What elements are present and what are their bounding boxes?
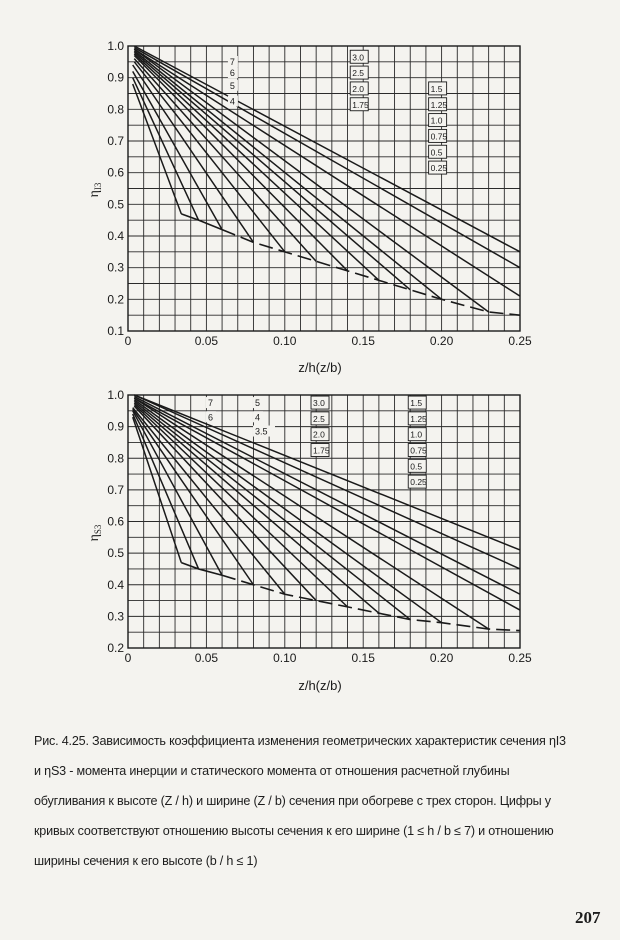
x-tick-label: 0.05 [194,334,219,348]
x-tick-label: 0.10 [273,651,297,665]
curve-label: 1.75 [352,99,369,110]
y-tick-label: 0.4 [107,229,124,243]
series-line-5 [133,71,222,229]
curve-label: 4 [229,96,235,107]
figure-caption [34,726,590,876]
caption-line-2: и ηS3 - момента инерции и статического момента от отношения расчетной глубины [34,764,510,778]
curve-label: 1.0 [410,429,423,440]
y-axis-label [87,524,103,541]
y-axis-label-subscript: S3 [93,524,103,535]
x-tick-label: 0.25 [508,334,532,348]
y-tick-label: 0.9 [107,419,124,434]
curve-label: 0.5 [410,461,423,472]
caption-line-4: кривых соответствуют отношению высоты сечения к его ширине (1 ≤ h / b ≤ 7) и отношению [34,824,554,838]
series-line-1.25 [134,51,441,300]
series-line-4 [133,65,254,242]
curve-label: 3.0 [313,398,325,409]
page-number: 207 [575,908,601,927]
curve-label: 1.25 [430,99,448,110]
y-tick-label: 0.3 [107,609,124,624]
curve-label: 6 [229,68,235,79]
curve-label: 0.75 [430,131,448,142]
y-axis-label-symbol: η [87,534,102,542]
curve-label: 3.5 [255,426,268,437]
y-tick-label: 1.0 [107,39,124,53]
curve-label: 1.25 [410,413,427,424]
series-line-0.25 [134,46,520,252]
x-tick-label: 0 [124,334,132,348]
y-axis-label-symbol: η [87,190,102,198]
y-tick-label: 0.4 [107,577,124,592]
caption-line-5: ширины сечения к его высоте (b / h ≤ 1) [34,854,258,868]
y-tick-label: 0.8 [107,451,124,466]
curve-label: 0.25 [410,477,427,488]
y-tick-label: 0.5 [107,546,124,561]
chart-eta-i3 [0,0,620,380]
y-tick-label: 0.6 [107,514,124,529]
y-tick-label: 1.0 [107,388,124,402]
y-tick-label: 0.6 [107,165,124,180]
curve-label: 6 [207,412,213,423]
x-axis-label: z/h(z/b) [298,360,342,375]
caption-line-3: обугливания к высоте (Z / h) и ширине (Z / b) сечения при обогреве с трех сторон. Цифры у [34,794,551,808]
curve-label: 2.5 [352,68,365,79]
curve-label: 1.75 [313,445,330,456]
y-tick-label: 0.7 [107,482,124,497]
x-tick-label: 0.20 [429,651,454,665]
curve-label: 0.5 [430,147,443,158]
series-line-1.75 [134,54,379,280]
envelope-solid [181,214,222,230]
y-tick-label: 0.2 [107,641,124,655]
envelope-dashed [222,575,520,630]
y-tick-label: 0.5 [107,197,124,212]
y-tick-label: 0.7 [107,134,124,148]
x-axis-label: z/h(z/b) [298,678,342,693]
x-tick-label: 0.10 [273,334,297,348]
curve-label: 3.0 [352,52,365,63]
x-tick-label: 0.15 [351,651,375,665]
y-tick-label: 0.3 [107,260,124,275]
curve-label: 0.25 [430,163,448,174]
x-tick-label: 0.05 [194,651,219,665]
curve-label: 5 [229,80,235,91]
x-tick-label: 0.15 [351,334,375,348]
x-tick-label: 0.20 [429,334,454,348]
series-line-0.5 [134,48,520,268]
caption-line-1: Рис. 4.25. Зависимость коэффициента изменения геометрических характеристик сечения ηI3 [34,734,566,748]
curve-label: 4 [255,412,261,423]
chart-eta-s3 [0,380,620,710]
curve-label: 2.0 [313,429,325,440]
curve-label: 2.5 [313,413,325,424]
y-tick-label: 0.1 [107,324,124,338]
curve-label: 2.0 [352,83,365,94]
series-line-2.0 [134,56,347,271]
y-axis-label [87,182,103,197]
curve-label: 0.75 [410,445,427,456]
curve-label: 1.0 [430,115,443,126]
curve-label: 7 [229,57,235,67]
curve-label: 5 [255,398,261,409]
curve-label: 1.5 [410,398,423,409]
y-axis-label-subscript: I3 [93,182,103,191]
curve-label: 1.5 [430,83,443,94]
y-tick-label: 0.8 [107,102,124,117]
x-tick-label: 0 [124,651,132,665]
curve-label: 7 [207,398,213,409]
y-tick-label: 0.2 [107,292,124,307]
series-line-1.5 [134,400,441,623]
x-tick-label: 0.25 [508,651,532,665]
y-tick-label: 0.9 [107,70,124,85]
